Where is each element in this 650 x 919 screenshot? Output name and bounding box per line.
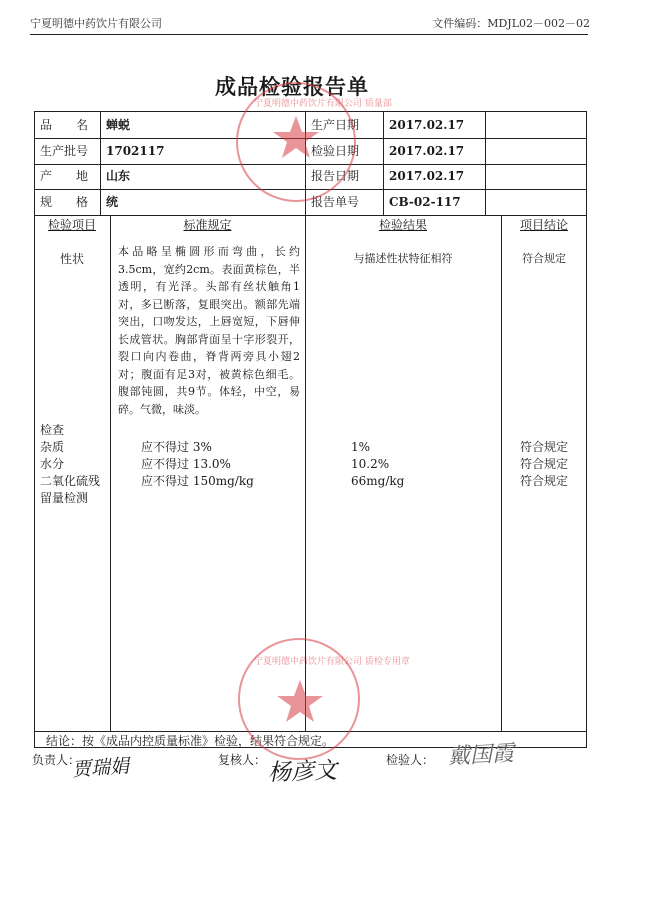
production-date-value: 2017.02.17 bbox=[389, 118, 465, 132]
character-item: 性状 bbox=[60, 252, 85, 266]
quality-inspection-stamp bbox=[238, 638, 410, 762]
inspection-date-label: 检验日期 bbox=[311, 144, 360, 158]
report-number-value: CB-02-117 bbox=[389, 195, 461, 209]
origin-value: 山东 bbox=[106, 169, 131, 183]
inspector-signature: 戴国霞 bbox=[447, 741, 515, 770]
conclusion-text: 结论：按《成品内控质量标准》检验，结果符合规定。 bbox=[46, 734, 335, 748]
reviewer-label: 复核人： bbox=[218, 753, 267, 767]
check-so2-result: 66mg/kg bbox=[351, 474, 405, 488]
column-header-result: 检验结果 bbox=[378, 218, 427, 232]
responsible-label: 负责人： bbox=[32, 753, 81, 767]
company-header: 宁夏明德中药饮片有限公司 bbox=[30, 17, 162, 30]
check-impurity-item: 杂质 bbox=[40, 440, 65, 454]
check-so2-conclusion: 符合规定 bbox=[520, 474, 569, 488]
spec-value: 统 bbox=[106, 195, 119, 209]
character-result: 与描述性状特征相符 bbox=[353, 252, 453, 265]
reviewer-signature: 杨彦文 bbox=[267, 757, 338, 787]
stamp-top-text: 宁夏明德中药饮片有限公司 质量部 bbox=[254, 99, 392, 109]
inspector-label: 检验人： bbox=[386, 753, 435, 767]
batch-label: 生产批号 bbox=[40, 144, 89, 158]
check-so2-standard: 应不得过 150mg/kg bbox=[141, 474, 254, 488]
character-standard: 本品略呈椭圆形而弯曲，长约3.5cm，宽约2cm。表面黄棕色，半透明，有光泽。头部有丝状触角1对，多已断落，复眼突出。额部先端突出，口吻发达，上唇宽短，下唇伸长成管状。胸部背面呈十字形裂开，裂口向内卷曲，脊背两旁具小翅2对；腹面有足3对，被黄棕色细毛。腹部钝圆，共9节。体轻，中空，易碎。气微，味淡。 bbox=[118, 245, 300, 416]
spec-label: 规 格 bbox=[40, 195, 89, 209]
document-number: 文件编码：MDJL02－002－02 bbox=[432, 17, 590, 30]
col-divider bbox=[100, 111, 101, 215]
check-moisture-conclusion: 符合规定 bbox=[520, 457, 569, 471]
product-name-value: 蝉蜕 bbox=[106, 118, 131, 132]
check-impurity-result: 1% bbox=[351, 440, 371, 454]
check-so2-item-cont: 留量检测 bbox=[40, 491, 89, 505]
report-number-label: 报告单号 bbox=[311, 195, 360, 209]
check-so2-item: 二氧化硫残 bbox=[40, 474, 101, 488]
check-moisture-standard: 应不得过 13.0% bbox=[141, 457, 231, 471]
check-impurity-conclusion: 符合规定 bbox=[520, 440, 569, 454]
col-divider bbox=[501, 215, 502, 731]
report-date-value: 2017.02.17 bbox=[389, 169, 465, 183]
check-label: 检查 bbox=[40, 423, 65, 437]
production-date-label: 生产日期 bbox=[311, 118, 360, 132]
column-header-item: 检验项目 bbox=[47, 218, 96, 232]
check-moisture-result: 10.2% bbox=[351, 457, 390, 471]
report-date-label: 报告日期 bbox=[311, 169, 360, 183]
responsible-signature: 贾瑞娟 bbox=[71, 755, 130, 781]
row-divider bbox=[34, 215, 587, 216]
col-divider bbox=[485, 111, 486, 215]
col-divider bbox=[383, 111, 384, 215]
report-title: 成品检验报告单 bbox=[215, 74, 369, 99]
inspection-date-value: 2017.02.17 bbox=[389, 144, 465, 158]
check-impurity-standard: 应不得过 3% bbox=[141, 440, 212, 454]
col-divider bbox=[110, 215, 111, 731]
column-header-standard: 标准规定 bbox=[183, 218, 232, 232]
character-conclusion: 符合规定 bbox=[522, 252, 566, 265]
header-divider bbox=[30, 34, 588, 35]
column-header-conclusion: 项目结论 bbox=[519, 218, 568, 232]
check-moisture-item: 水分 bbox=[40, 457, 65, 471]
stamp-bottom-text: 宁夏明德中药饮片有限公司 质检专用章 bbox=[254, 657, 410, 667]
origin-label: 产 地 bbox=[40, 169, 89, 183]
product-name-label: 品 名 bbox=[40, 118, 89, 132]
batch-value: 1702117 bbox=[106, 144, 165, 158]
